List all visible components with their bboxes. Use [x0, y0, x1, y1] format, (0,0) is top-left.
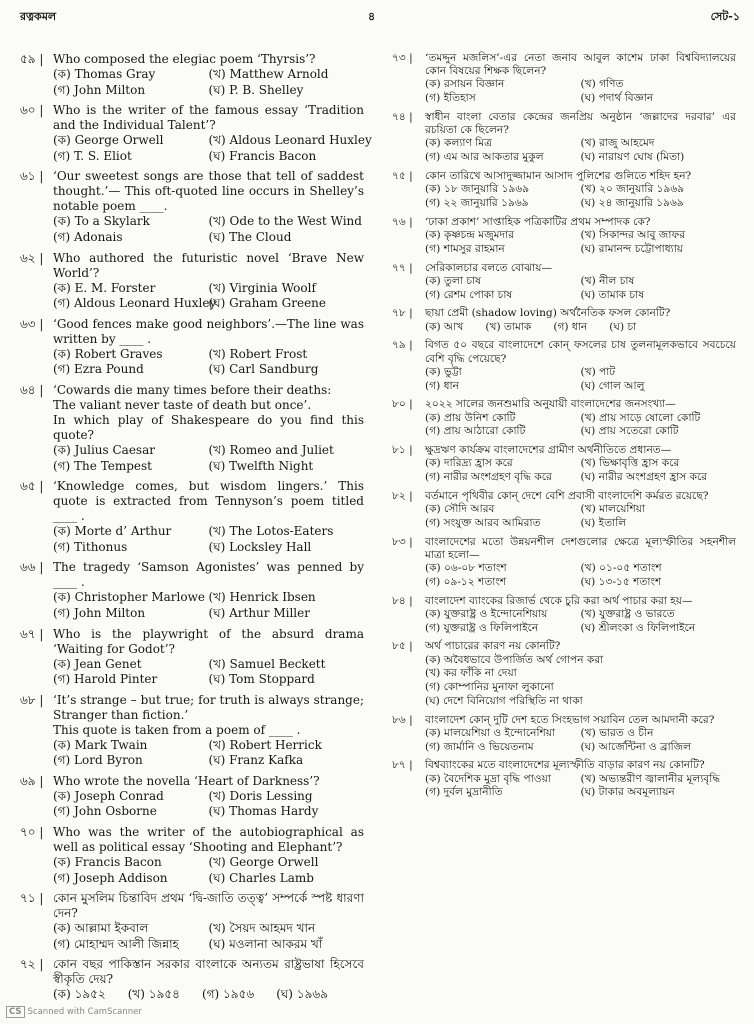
answer-option: (খ) তামাক [485, 320, 532, 333]
question-number: ৮৪ | [392, 595, 425, 608]
answer-option: (গ) ০৯-১২ শতাংশ [425, 575, 507, 588]
options-list [425, 275, 736, 303]
answer-option: (খ) অভ্যন্তরীণ জ্বালানীর মূল্যবৃদ্ধি [580, 772, 721, 785]
question-stem [392, 444, 736, 457]
question-number: ৮৭ | [392, 759, 425, 772]
options-list [425, 608, 736, 636]
answer-option: (গ) রেশম পোকা চাষ [425, 288, 513, 301]
question-number: ৬৬ | [20, 560, 53, 590]
answer-option: (ঘ) রামানন্দ চট্টোপাধ্যায় [580, 242, 684, 255]
question-stem [20, 627, 364, 657]
answer-option: (ক) তুলা চাষ [425, 274, 481, 287]
answer-option: (গ) সংযুক্ত আরব আমিরাত [425, 516, 541, 529]
answer-option: (খ) নীল চাষ [580, 274, 635, 287]
question-stem [20, 169, 364, 214]
answer-option: (গ) Harold Pinter [53, 672, 158, 687]
question-stem [392, 339, 736, 365]
answer-option: (খ) Henrick Ibsen [208, 590, 316, 605]
question-item [20, 383, 364, 474]
answer-option: (ক) ভুট্টা [425, 365, 462, 378]
answer-option: (খ) ১৯৫৪ [127, 987, 180, 1002]
question-text: ২০২২ সালের জনশুমারি অনুযায়ী বাংলাদেশের জনসংখ্যা— [425, 398, 676, 411]
question-number: ৭৪ | [392, 111, 425, 137]
question-text: বাংলাদেশ কোন্ দুটি দেশ হতে সিংহভাগ সয়াবিন তেল আমদানী করে? [425, 713, 715, 726]
answer-option: (গ) শামসুর রাহমান [425, 242, 505, 255]
header-left: রত্নকমল [20, 10, 57, 23]
answer-option: (ঘ) Twelfth Night [208, 458, 314, 473]
footer-text: Scanned with CamScanner [27, 1007, 142, 1017]
answer-option: (খ) Samuel Beckett [208, 656, 326, 671]
options-list [53, 281, 364, 312]
question-number: ৮৩ | [392, 536, 425, 562]
question-text: কোন বছর পাকিস্তান সরকার বাংলাকে অন্যতম রাষ্ট্রভাষা হিসেবে স্বীকৃতি দেয়? [53, 957, 364, 987]
answer-option: (ক) যুক্তরাষ্ট্র ও ইন্দোনেশিয়ায় [425, 607, 548, 620]
question-text: ‘তমদ্দুন মজলিস’-এর নেতা জনাব আবুল কাশেম ঢাকা বিশ্ববিদ্যালয়ের কোন বিষয়ের শিক্ষক ছিলেন? [425, 52, 736, 78]
question-stem [20, 774, 364, 789]
answer-option: (ঘ) ইতালি [580, 516, 627, 529]
options-list [425, 321, 736, 335]
answer-option: (ঘ) P. B. Shelley [208, 82, 304, 97]
answer-option: (গ) Tithonus [53, 539, 128, 554]
question-number: ৭৩ | [392, 52, 425, 78]
question-item [392, 262, 736, 303]
options-list [425, 457, 736, 485]
answer-option: (ক) George Orwell [53, 133, 164, 148]
answer-option: (ক) To a Skylark [53, 214, 150, 229]
question-stem [392, 640, 736, 653]
question-item [392, 307, 736, 334]
question-item [20, 169, 364, 245]
question-item [392, 595, 736, 636]
question-item [20, 251, 364, 312]
answer-option: (ঘ) Francis Bacon [208, 148, 317, 163]
question-item [20, 560, 364, 621]
answer-option: (ক) বৈদেশিক মুদ্রা বৃদ্ধি পাওয়া [425, 772, 551, 785]
answer-option: (খ) ভারত ও চীন [580, 726, 654, 739]
question-text: ‘It’s strange – but true; for truth is always strange; Stranger than fiction.’ This quote is taken from a poem of ____ . [53, 692, 364, 737]
options-list [53, 347, 364, 378]
question-stem [20, 52, 364, 67]
question-number: ৭৭ | [392, 262, 425, 275]
question-stem [20, 479, 364, 524]
question-text: ‘Cowards die many times before their deaths: The valiant never taste of death but once’. In which play of Shakespeare do you find this quote? [53, 382, 364, 442]
answer-option: (ক) অবৈধভাবে উপার্জিত অর্থ গোপন করা [425, 653, 604, 666]
question-text: বাংলাদেশ ব্যাংকের রিজার্ভ থেকে চুরি করা অর্থ পাচার করা হয়— [425, 594, 693, 607]
question-text: ‘ঢাকা প্রকাশ’ সাপ্তাহিক পত্রিকাটির প্রথম সম্পাদক কে? [425, 215, 651, 228]
answer-option: (খ) Virginia Woolf [208, 280, 316, 295]
answer-option: (গ) John Milton [53, 605, 146, 620]
answer-option: (খ) ০১-০৫ শতাংশ [580, 562, 662, 575]
question-number: ৮২ | [392, 490, 425, 503]
question-text: স্বাধীন বাংলা বেতার কেন্দ্রের জনপ্রিয় অনুষ্ঠান ‘জল্লাদের দরবার’ এর রচয়িতা কে ছিলেন? [425, 111, 736, 137]
question-item [20, 627, 364, 688]
answer-option: (ঘ) নারায়ণ ঘোষ (মিতা) [580, 151, 685, 164]
question-text: ‘Our sweetest songs are those that tell of saddest thought.’— This oft-quoted line occurs in Shelley’s notable poem ____. [53, 169, 364, 214]
question-text: সেরিকালচার বলতে বোঝায়— [425, 261, 553, 274]
answer-option: (ক) রসায়ন বিজ্ঞান [425, 78, 505, 91]
question-number: ৮৬ | [392, 714, 425, 727]
answer-option: (খ) সৈয়দ আহমদ খান [208, 921, 316, 936]
answer-option: (ক) সৌদি আরব [425, 503, 495, 516]
answer-option: (খ) Matthew Arnold [208, 67, 329, 81]
question-stem [20, 317, 364, 347]
options-list [425, 773, 736, 801]
answer-option: (ঘ) শ্রীলংকা ও ফিলিপাইনে [580, 621, 696, 634]
question-item [20, 693, 364, 769]
question-number: ৬২ | [20, 251, 53, 281]
answer-option: (ঘ) Tom Stoppard [208, 672, 315, 687]
question-number: ৭০ | [20, 825, 53, 855]
header-right: সেট-১ [710, 10, 740, 23]
answer-option: (ঘ) ১৯৬৯ [276, 987, 328, 1002]
answer-option: (গ) John Osborne [53, 804, 157, 819]
question-item [392, 216, 736, 257]
question-number: ৭৯ | [392, 339, 425, 365]
question-number: ৮৫ | [392, 640, 425, 653]
right-column [392, 52, 736, 805]
answer-option: (গ) কোম্পানির মুনাফা লুকানো [425, 681, 554, 694]
camscanner-logo: CS [6, 1006, 25, 1018]
answer-option: (খ) ২০ জানুয়ারি ১৯৬৯ [580, 183, 685, 196]
answer-option: (ঘ) দেশে বিনিয়োগ পরিস্থিতি না থাকা [425, 694, 583, 707]
question-item [20, 103, 372, 164]
answer-option: (গ) যুক্তরাষ্ট্র ও ফিলিপাইনে [425, 621, 539, 634]
answer-option: (ক) Morte d’ Arthur [53, 524, 172, 539]
answer-option: (ক) ১৮ জানুয়ারি ১৯৬৯ [425, 183, 530, 196]
question-stem [392, 52, 736, 78]
answer-option: (ঘ) Carl Sandburg [208, 362, 319, 377]
answer-option: (খ) পাট [580, 365, 616, 378]
question-item [392, 536, 736, 590]
answer-option: (খ) Aldous Leonard Huxley [208, 133, 372, 148]
page-number: ৪ [368, 10, 376, 23]
options-list [425, 366, 736, 394]
answer-option: (খ) Romeo and Juliet [208, 442, 334, 457]
question-text: Who is the playwright of the absurd drama ‘Waiting for Godot’? [53, 626, 364, 656]
answer-option: (গ) ইতিহাস [425, 92, 476, 105]
question-number: ৬১ | [20, 169, 53, 214]
answer-option: (ঘ) Franz Kafka [208, 753, 304, 768]
answer-option: (ক) Christopher Marlowe [53, 590, 205, 605]
question-text: Who was the writer of the autobiographical as well as political essay ‘Shooting and Elephant’? [53, 825, 364, 855]
answer-option: (খ) সিকান্দর আবু জাফর [580, 229, 686, 241]
answer-option: (ক) Joseph Conrad [53, 788, 164, 803]
question-stem [392, 759, 736, 772]
answer-option: (ঘ) আর্জেন্টিনা ও ব্রাজিল [580, 740, 692, 753]
question-item [20, 317, 364, 378]
answer-option: (গ) মোহাম্মদ আলী জিন্নাহ [53, 936, 179, 951]
answer-option: (ঘ) Thomas Hardy [208, 804, 319, 819]
answer-option: (ক) আল্লামা ইকবাল [53, 921, 149, 936]
answer-option: (খ) Ode to the West Wind [208, 214, 362, 229]
answer-option: (খ) মালয়েশিয়া [580, 503, 646, 516]
question-text: ‘Good fences make good neighbors’.—The line was written by ____ . [53, 316, 364, 346]
question-text: বর্তমানে পৃথিবীর কোন্ দেশে বেশি প্রবাসী বাংলাদেশি কর্মরত রয়েছে? [425, 489, 709, 502]
left-column [20, 52, 372, 1008]
answer-option: (ক) কল্যাণ মিত্র [425, 137, 492, 150]
question-text: ছায়া প্রেমী (shadow loving) অর্থনৈতিক ফসল কোনটি? [425, 307, 671, 320]
question-item [392, 398, 736, 439]
question-item [20, 891, 364, 952]
question-text: Who wrote the novella ‘Heart of Darkness’? [53, 773, 320, 788]
answer-option: (ঘ) গোল আলু [580, 379, 645, 392]
question-item [392, 339, 736, 393]
answer-option: (খ) যুক্তরাষ্ট্র ও ভারতে [580, 607, 675, 620]
question-item [392, 640, 736, 708]
question-stem [20, 957, 364, 987]
answer-option: (ক) Francis Bacon [53, 855, 162, 870]
question-stem [20, 103, 364, 133]
answer-option: (ঘ) চা [609, 320, 637, 333]
options-list [425, 503, 736, 531]
options-list [53, 443, 364, 474]
answer-option: (খ) Robert Herrick [208, 737, 322, 752]
question-text: ‘Knowledge comes, but wisdom lingers.’ This quote is extracted from Tennyson’s poem titled ____ . [53, 479, 364, 524]
answer-option: (ক) আখ [425, 320, 464, 333]
answer-option: (গ) এম আর আকতার মুকুল [425, 151, 544, 164]
answer-option: (ক) মালয়েশিয়া ও ইন্দোনেশিয়া [425, 726, 556, 739]
options-list [53, 738, 364, 769]
answer-option: (ঘ) ১৩-১৫ শতাংশ [580, 575, 662, 588]
question-stem [392, 170, 736, 183]
answer-option: (গ) জার্মানি ও ভিয়েতনাম [425, 740, 534, 753]
question-stem [20, 383, 364, 443]
answer-option: (ক) কৃষ্ণচন্দ্র মজুমদার [425, 229, 515, 241]
question-number: ৬৪ | [20, 383, 53, 443]
question-text: Who composed the elegiac poem ‘Thyrsis’? [53, 52, 316, 66]
question-text: The tragedy ‘Samson Agonistes’ was penned by ____ . [53, 560, 364, 590]
question-stem [20, 825, 364, 855]
question-text: বাংলাদেশের মতো উন্নয়নশীল দেশগুলোর ক্ষেত্রে মূল্যস্ফীতির সহনশীল মাত্রা হলো— [425, 535, 736, 561]
options-list [53, 855, 364, 886]
scanner-footer [6, 1006, 142, 1018]
question-stem [20, 693, 364, 738]
question-stem [20, 251, 364, 281]
question-number: ৬৩ | [20, 317, 53, 347]
answer-option: (ক) Thomas Gray [53, 67, 156, 81]
question-stem [392, 490, 736, 503]
answer-option: (গ) Ezra Pound [53, 362, 144, 377]
question-text: বিশ্বব্যাংকের মতে বাংলাদেশের মূল্যস্ফীতি বাড়ার কারণ নয় কোনটি? [425, 759, 705, 772]
options-list [425, 137, 736, 165]
options-list [53, 67, 364, 98]
question-stem [392, 595, 736, 608]
question-item [20, 825, 364, 886]
question-number: ৭৫ | [392, 170, 425, 183]
answer-option: (গ) ধান [425, 379, 459, 392]
answer-option: (ক) Mark Twain [53, 737, 148, 752]
question-number: ৮১ | [392, 444, 425, 457]
answer-option: (গ) John Milton [53, 82, 146, 97]
answer-option: (ঘ) Graham Greene [208, 296, 326, 311]
answer-option: (ঘ) Locksley Hall [208, 539, 312, 554]
answer-option: (খ) Doris Lessing [208, 788, 313, 803]
options-list [53, 590, 364, 621]
question-number: ৬৯ | [20, 774, 53, 789]
question-item [392, 111, 736, 165]
question-text: কোন তারিখে আসাদুজ্জামান আসাদ পুলিশের গুলিতে শহিদ হন? [425, 170, 692, 182]
answer-option: (ক) ০৬-০৮ শতাংশ [425, 562, 507, 575]
question-text: ক্ষুদ্রঋণ কার্যক্রম বাংলাদেশের গ্রামীণ অর্থনীতিতে প্রধানত— [425, 444, 672, 457]
options-list [53, 524, 364, 555]
question-item [392, 759, 736, 800]
answer-option: (গ) ২২ জানুয়ারি ১৯৬৯ [425, 197, 529, 209]
answer-option: (ঘ) তামাক চাষ [580, 288, 645, 301]
answer-option: (গ) Aldous Leonard Huxley [53, 296, 217, 311]
options-list [425, 654, 736, 709]
answer-option: (গ) ১৯৫৬ [201, 987, 255, 1002]
question-text: বিগত ৫০ বছরে বাংলাদেশে কোন্ ফসলের চাষ তুলনামূলকভাবে সবচেয়ে বেশি বৃদ্ধি পেয়েছে? [425, 339, 736, 365]
answer-option: (ক) দারিদ্র্য হ্রাস করে [425, 457, 513, 470]
answer-option: (খ) গণিত [580, 78, 624, 91]
answer-option: (ঘ) Charles Lamb [208, 870, 314, 885]
question-item [20, 479, 364, 555]
answer-option: (ঘ) মওলানা আকরম খাঁ [208, 936, 323, 951]
answer-option: (খ) কর ফাঁকি না দেয়া [425, 667, 517, 680]
question-number: ৮০ | [392, 398, 425, 411]
answer-option: (ঘ) The Cloud [208, 229, 292, 244]
question-stem [392, 536, 736, 562]
answer-option: (ক) ১৯৫২ [53, 987, 106, 1002]
question-number: ৬০ | [20, 103, 53, 133]
options-list [53, 921, 364, 952]
answer-option: (গ) দুর্বল মুদ্রানীতি [425, 786, 503, 799]
question-stem [392, 714, 736, 727]
answer-option: (ঘ) প্রায় সতেরো কোটি [580, 425, 679, 438]
question-item [392, 714, 736, 755]
answer-option: (খ) ভিক্ষাবৃত্তি হ্রাস করে [580, 457, 680, 470]
answer-option: (গ) ধান [553, 320, 588, 333]
options-list [53, 657, 364, 688]
answer-option: (খ) প্রায় সাড়ে ষোলো কোটি [580, 411, 701, 424]
answer-option: (খ) রাজু আহমেদ [580, 137, 655, 150]
options-list [425, 78, 736, 106]
answer-option: (গ) T. S. Eliot [53, 148, 132, 163]
answer-option: (ঘ) Arthur Miller [208, 605, 310, 620]
answer-option: (ক) E. M. Forster [53, 280, 156, 295]
question-number: ৬৫ | [20, 479, 53, 524]
question-text: অর্থ পাচারের কারণ নয় কোনটি? [425, 640, 561, 653]
answer-option: (গ) নারীর অংশগ্রহণ বৃদ্ধি করে [425, 471, 552, 484]
answer-option: (গ) Adonais [53, 229, 123, 244]
answer-option: (গ) Lord Byron [53, 753, 143, 768]
answer-option: (ক) Jean Genet [53, 656, 142, 671]
question-text: কোন মুসলিম চিন্তাবিদ প্রথম ‘দ্বি-জাতি তত্ত্ব’ সম্পর্কে স্পষ্ট ধারণা দেন? [53, 891, 364, 921]
question-item [392, 444, 736, 485]
question-stem [392, 262, 736, 275]
options-list [53, 214, 364, 245]
options-list [53, 789, 364, 820]
options-list [425, 229, 736, 257]
answer-option: (খ) The Lotos-Eaters [208, 524, 334, 539]
question-item [392, 170, 736, 211]
answer-option: (ঘ) টাকার অবমূল্যায়ন [580, 786, 675, 799]
question-text: Who authored the futuristic novel ‘Brave New World’? [53, 250, 364, 280]
question-text: Who is the writer of the famous essay ‘Tradition and the Individual Talent’? [53, 103, 364, 133]
options-list [425, 183, 736, 211]
question-number: ৭৮ | [392, 307, 425, 320]
answer-option: (ঘ) নারীর অংশগ্রহণ হ্রাস করে [580, 471, 708, 484]
answer-option: (খ) Robert Frost [208, 346, 308, 361]
question-item [392, 490, 736, 531]
question-item [20, 957, 364, 1003]
question-number: ৭১ | [20, 891, 53, 921]
question-item [392, 52, 736, 106]
options-list [53, 133, 372, 164]
answer-option: (গ) Joseph Addison [53, 870, 168, 885]
question-number: ৭৬ | [392, 216, 425, 229]
answer-option: (খ) George Orwell [208, 855, 319, 870]
question-stem [392, 398, 736, 411]
question-stem [20, 560, 364, 590]
question-stem [20, 891, 364, 921]
question-stem [392, 111, 736, 137]
answer-option: (ক) প্রায় উনিশ কোটি [425, 411, 516, 424]
options-list [53, 987, 364, 1003]
question-item [20, 774, 364, 820]
question-item [20, 52, 364, 98]
question-number: ৬৭ | [20, 627, 53, 657]
options-list [425, 562, 736, 590]
question-number: ৭২ | [20, 957, 53, 987]
question-number: ৬৮ | [20, 693, 53, 738]
answer-option: (গ) The Tempest [53, 458, 153, 473]
answer-option: (ক) Robert Graves [53, 346, 163, 361]
answer-option: (ঘ) পদার্থ বিজ্ঞান [580, 92, 654, 105]
answer-option: (গ) প্রায় আঠারো কোটি [425, 425, 526, 438]
answer-option: (ঘ) ২৪ জানুয়ারি ১৯৬৯ [580, 197, 684, 209]
options-list [425, 412, 736, 440]
question-stem [392, 307, 736, 320]
question-number: ৫৯ | [20, 52, 53, 67]
answer-option: (ক) Julius Caesar [53, 442, 155, 457]
options-list [425, 727, 736, 755]
question-stem [392, 216, 736, 229]
